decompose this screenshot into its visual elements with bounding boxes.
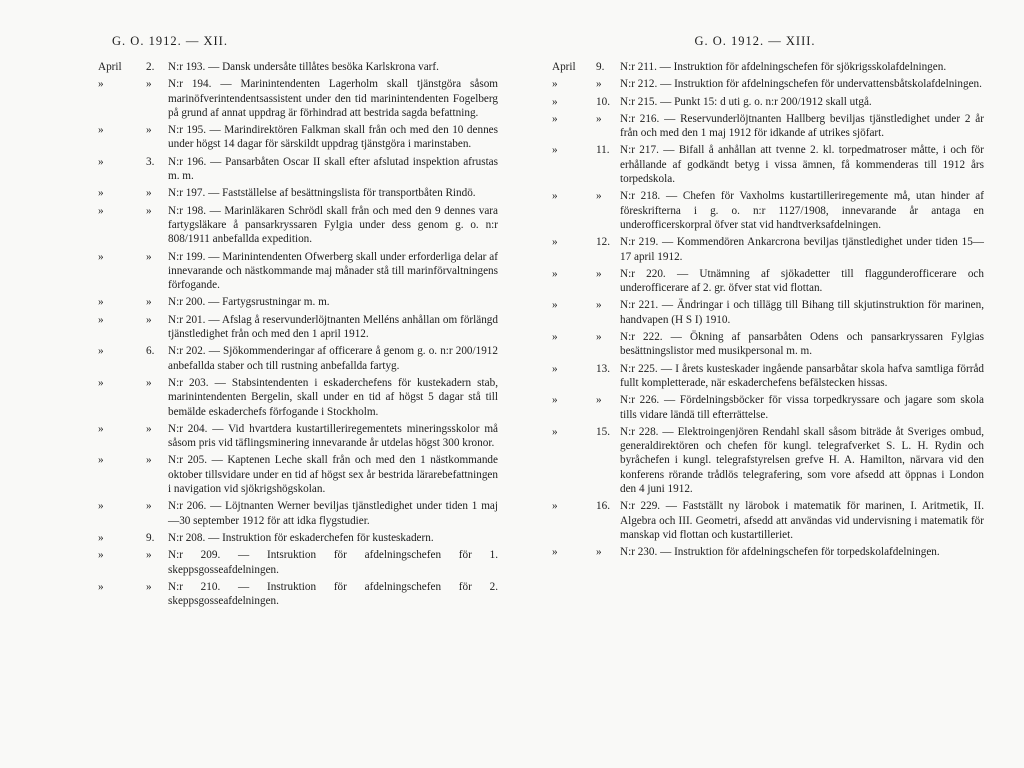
list-item — [510, 235, 1024, 264]
entry-text: N:r 222. — Ökning af pansarbåten Odens och pansarkryssaren Fylgias besättningslistor med musikpersonal m. m. — [620, 331, 984, 358]
entry-month: » — [98, 187, 104, 200]
list-item — [0, 204, 510, 247]
entry-month: » — [552, 500, 558, 513]
entry-day: » — [146, 454, 152, 467]
entry-day: » — [596, 78, 602, 91]
entry-month: » — [98, 296, 104, 309]
entry-text: N:r 225. — I årets kusteskader ingående pansarbåtar skola hafva samtliga förråd fullt kompletterade, när eskaderchefens befälstecken hissas. — [620, 362, 984, 389]
list-item — [0, 499, 510, 528]
entry-month: » — [98, 376, 104, 389]
entry-day: 9. — [596, 61, 605, 73]
list-item — [0, 155, 510, 184]
entry-day: » — [146, 187, 152, 200]
entry-text: N:r 228. — Elektroingenjören Rendahl skall såsom biträde åt Sveriges ombud, generaldirektören och chefen för kungl. telegrafverket S. L. H. Rydin och byråchefen i kungl. telegrafstyrelsen grefve H. A. Hamilton, närvara vid den konferens rörande trådlös telegrafering, som vore afsedd att öppnas i London den 4 juni 1912. — [620, 425, 984, 496]
list-item — [510, 77, 1024, 91]
entry-day: » — [596, 331, 602, 344]
list-item — [510, 143, 1024, 186]
entry-month: » — [98, 345, 104, 358]
entry-month: » — [552, 95, 558, 108]
entry-month: » — [552, 546, 558, 559]
list-item — [0, 344, 510, 373]
entry-text: N:r 221. — Ändringar i och tillägg till Bihang till skjutinstruktion för marinen, handvapen (H S I) 1910. — [620, 299, 984, 326]
entry-text: N:r 201. — Afslag å reservunderlöjtnanten Melléns anhållan om förlängd tjänstledighet från och med den 1 april 1912. — [168, 313, 498, 341]
list-item — [0, 313, 510, 342]
list-item — [510, 545, 1024, 559]
entry-day: » — [146, 313, 152, 326]
entry-text: N:r 203. — Stabsintendenten i eskaderchefens för kustekadern stab, marinintendenten Bergelin, skall under en tid af högst 5 dagar stå till bemälde eskaderchefs förfogande i Stockholm. — [168, 376, 498, 418]
list-item — [510, 189, 1024, 232]
list-item — [0, 60, 510, 74]
list-item — [510, 112, 1024, 141]
entry-month: » — [552, 362, 558, 375]
entry-text: N:r 202. — Sjökommenderingar af officerare å genom g. o. n:r 200/1912 anbefallda staber och till rustning anbefallda fartyg. — [168, 345, 498, 372]
entry-text: N:r 209. — Intsruktion för afdelningschefen för 1. skeppsgosseafdelningen. — [168, 549, 498, 576]
entry-day: 10. — [596, 95, 610, 108]
entry-text: N:r 200. — Fartygsrustningar m. m. — [168, 296, 330, 309]
entry-text: N:r 208. — Instruktion för eskaderchefen för kusteskadern. — [168, 531, 434, 544]
list-item — [0, 580, 510, 609]
entry-day: 12. — [596, 236, 610, 249]
entry-text: N:r 216. — Reservunderlöjtnanten Hallberg beviljas tjänstledighet under 2 år från och med den 1 maj 1912 för idkande af utrikes sjöfart. — [620, 112, 984, 140]
entry-text: N:r 219. — Kommendören Ankarcrona beviljas tjänstledighet under tiden 15—17 april 1912. — [620, 236, 984, 263]
entry-month: » — [98, 250, 104, 263]
entry-day: » — [146, 78, 152, 91]
entry-text: N:r 196. — Pansarbåten Oscar II skall efter afslutad inspektion afrustas m. m. — [168, 155, 498, 183]
entry-text: N:r 195. — Marindirektören Falkman skall från och med den 10 dennes under högst 14 dagar för särskildt uppdrag tjänstgöra i marinstaben. — [168, 124, 498, 151]
entry-month: » — [552, 425, 558, 438]
entry-month: » — [98, 78, 104, 91]
entry-month: » — [552, 394, 558, 407]
list-item — [0, 422, 510, 451]
entry-text: N:r 220. — Utnämning af sjökadetter till flaggunderofficerare och underofficerare af 2. gr. öfver stat vid flottan. — [620, 267, 984, 295]
entry-day: 13. — [596, 362, 610, 375]
entry-day: » — [596, 394, 602, 407]
entry-month: » — [552, 112, 558, 125]
list-item — [510, 425, 1024, 496]
entry-month: » — [98, 204, 104, 217]
entry-text: N:r 194. — Marinintendenten Lagerholm skall tjänstgöra såsom marinöfverintendentsassistent under den tid marinintendenten Fogelberg på grund af annat uppdrag är förhindrad att bestrida sagda befattning. — [168, 78, 498, 119]
list-item — [0, 77, 510, 120]
entry-month: » — [552, 267, 558, 280]
entry-text: N:r 205. — Kaptenen Leche skall från och med den 1 nästkommande oktober tillsvidare under en tid af högst sex år bestrida lärarebefattningen i navigation vid sjökrigshögskolan. — [168, 454, 498, 496]
entry-month: » — [98, 531, 104, 544]
entry-month: » — [552, 144, 558, 157]
entry-text: N:r 199. — Marinintendenten Ofwerberg skall under erforderliga delar af innevarande och nästkommande maj månader stå till marinförvaltningens förfogande. — [168, 250, 498, 292]
list-item — [510, 362, 1024, 391]
list-item — [0, 453, 510, 496]
entry-month: » — [98, 500, 104, 513]
entry-day: » — [596, 546, 602, 559]
list-item — [510, 60, 1024, 74]
entry-month: » — [98, 422, 104, 435]
entry-month: » — [552, 331, 558, 344]
entry-day: » — [596, 267, 602, 280]
entry-month: » — [552, 236, 558, 249]
list-item — [0, 186, 510, 200]
entry-day: » — [596, 112, 602, 125]
entry-day: 16. — [596, 500, 610, 513]
entry-text: N:r 198. — Marinläkaren Schrödl skall från och med den 9 dennes vara fartygsläkare å pansarkryssaren Fylgia under dess genom g. o. n:r 808/1911 anbefallda expedition. — [168, 204, 498, 246]
entry-list — [0, 60, 510, 611]
left-page — [0, 0, 510, 768]
list-item — [510, 267, 1024, 296]
list-item — [0, 123, 510, 152]
entry-day: 3. — [146, 155, 155, 168]
entry-month: April — [552, 61, 576, 73]
entry-text: N:r 197. — Fastställelse af besättningslista för transportbåten Rindö. — [168, 187, 476, 200]
list-item — [510, 393, 1024, 422]
entry-text: N:r 217. — Bifall å anhållan att tvenne 2. kl. torpedmatroser måtte, i och för erhållande af godkändt betyg i vissa ämnen, få kommenderas till 1912 års torpedskola. — [620, 144, 984, 186]
entry-month: » — [552, 78, 558, 91]
entry-month: » — [98, 124, 104, 137]
entry-day: » — [146, 422, 152, 435]
entry-day: » — [146, 296, 152, 309]
entry-text: N:r 211. — Instruktion för afdelningschefen för sjökrigsskolafdelningen. — [620, 61, 947, 73]
entry-month: » — [552, 299, 558, 312]
entry-month: April — [98, 61, 122, 73]
list-item — [0, 250, 510, 293]
entry-day: » — [146, 124, 152, 137]
entry-text: N:r 215. — Punkt 15: d uti g. o. n:r 200/1912 skall utgå. — [620, 95, 872, 108]
entry-day: » — [146, 250, 152, 263]
entry-day: 15. — [596, 425, 610, 438]
list-item — [0, 531, 510, 545]
entry-text: N:r 218. — Chefen för Vaxholms kustartilleriregemente må, utan hinder af föreskrifterna i g. o. n:r 1127/1908, innevarande år antaga en underofficerskorpral öfver stat vid handtverksafdelningen. — [620, 190, 984, 231]
entry-day: » — [146, 376, 152, 389]
entry-text: N:r 229. — Fastställt ny lärobok i matematik för marinen, I. Aritmetik, II. Algebra och III. Geometri, afsedd att användas vid undervisning i matematik för manskap vid flottan och kustartilleriet. — [620, 500, 984, 541]
entry-text: N:r 210. — Instruktion för afdelningschefen för 2. skeppsgosseafdelningen. — [168, 580, 498, 608]
entry-month: » — [98, 155, 104, 168]
entry-day: 6. — [146, 345, 155, 358]
entry-month: » — [552, 190, 558, 203]
list-item — [510, 330, 1024, 359]
entry-day: » — [146, 580, 152, 593]
entry-month: » — [98, 454, 104, 467]
list-item — [510, 95, 1024, 109]
entry-day: 2. — [146, 61, 155, 73]
entry-month: » — [98, 313, 104, 326]
entry-month: » — [98, 549, 104, 562]
right-page — [510, 0, 1024, 768]
entry-text: N:r 226. — Fördelningsböcker för vissa torpedkryssare och jagare som skola tills vidare ländä till efterrättelse. — [620, 394, 984, 421]
page-header: G. O. 1912. — XII. — [112, 34, 228, 48]
entry-text: N:r 230. — Instruktion för afdelningschefen för torpedskolafdelningen. — [620, 546, 940, 559]
entry-day: » — [596, 299, 602, 312]
entry-day: » — [146, 204, 152, 217]
entry-month: » — [98, 580, 104, 593]
list-item — [0, 295, 510, 309]
entry-text: N:r 212. — Instruktion för afdelningschefen för undervattensbåtskolafdelningen. — [620, 78, 982, 91]
entry-day: » — [146, 549, 152, 562]
entry-text: N:r 193. — Dansk undersåte tillåtes besöka Karlskrona varf. — [168, 61, 439, 73]
entry-list — [510, 60, 1024, 563]
page-header: G. O. 1912. — XIII. — [694, 34, 816, 48]
entry-day: 9. — [146, 531, 155, 544]
list-item — [0, 376, 510, 419]
list-item — [0, 548, 510, 577]
entry-text: N:r 204. — Vid hvartdera kustartilleriregementets mineringsskolor må såsom pris vid täflingsminering innevarande år utdelas högst 300 kronor. — [168, 422, 498, 450]
entry-day: » — [596, 190, 602, 203]
entry-day: » — [146, 500, 152, 513]
entry-text: N:r 206. — Löjtnanten Werner beviljas tjänstledighet under tiden 1 maj—30 september 1912 för att idka flygstudier. — [168, 500, 498, 527]
entry-day: 11. — [596, 144, 610, 157]
list-item — [510, 499, 1024, 542]
list-item — [510, 298, 1024, 327]
